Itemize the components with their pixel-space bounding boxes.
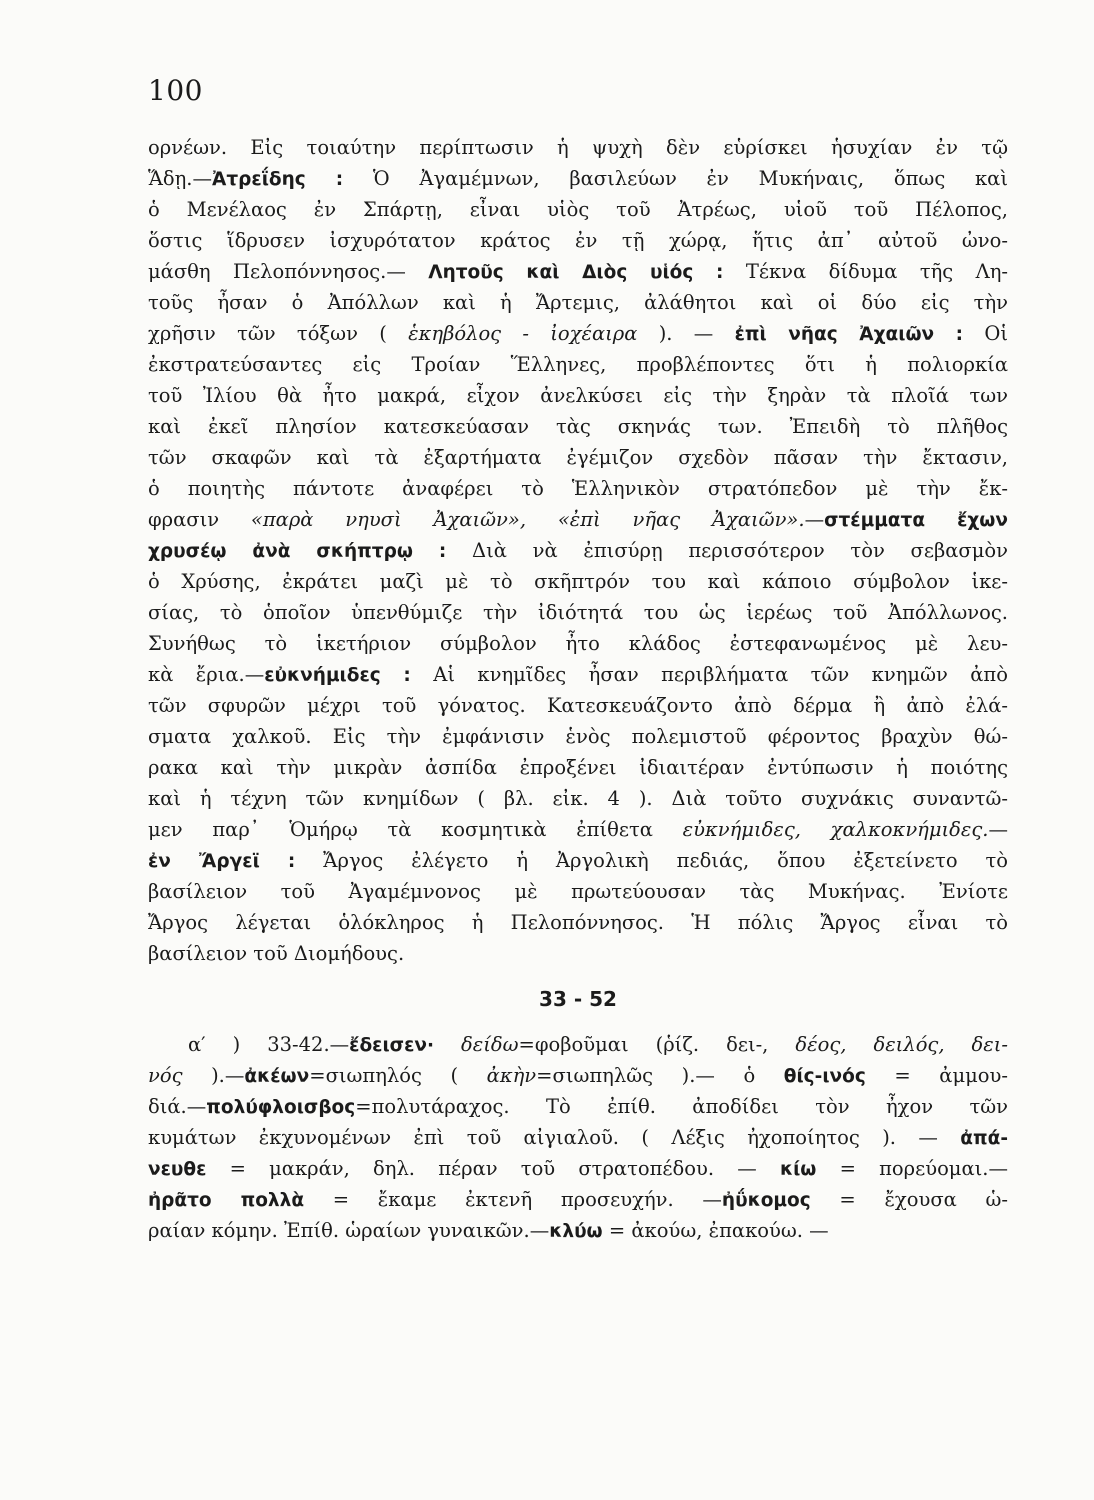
text-run: = ἔκαμε ἐκτενῆ προσευχήν. — [304, 1188, 722, 1211]
italic-text: νός [148, 1064, 183, 1087]
text-run: σίας, τὸ ὁποῖον ὑπενθύμιζε τὴν ἰδιότητά του ὡς ἱερέως τοῦ Ἀπόλλωνος. [148, 601, 1008, 624]
text-run: διά.— [148, 1095, 207, 1118]
text-run: Ἄργος ἐλέγετο ἡ Ἀργολικὴ πεδιάς, ὅπου ἐξετείνετο τὸ [295, 849, 1008, 872]
lemma-term: εὐκνήμιδες : [264, 665, 411, 686]
text-line [148, 1091, 1008, 1122]
text-line [148, 907, 1008, 938]
text-run: μάσθη Πελοπόννησος.— [148, 260, 429, 283]
text-line [148, 163, 1008, 194]
lemma-term: στέμματα ἔχων [824, 510, 1008, 531]
text-run: ἐκστρατεύσαντες εἰς Τροίαν Ἕλληνες, προβλέποντες ὅτι ἡ πολιορκία [148, 353, 1008, 376]
text-run: ὁ ποιητὴς πάντοτε ἀναφέρει τὸ Ἑλληνικὸν στρατόπεδον μὲ τὴν ἔκ- [148, 477, 1008, 500]
text-run: βασίλειον τοῦ Διομήδους. [148, 942, 405, 965]
lemma-term: ἀκέων [244, 1066, 310, 1087]
commentary-block-1 [148, 132, 1008, 969]
text-run: φρασιν [148, 508, 251, 531]
text-line [148, 690, 1008, 721]
lemma-term: ἠρᾶτο πολλὰ [148, 1190, 305, 1211]
text-line [148, 411, 1008, 442]
text-line [148, 566, 1008, 597]
commentary-block-2 [148, 1029, 1008, 1246]
text-run: ὅστις ἵδρυσεν ἰσχυρότατον κράτος ἐν τῇ χώρᾳ, ἥτις ἀπ᾽ αὐτοῦ ὠνο- [148, 229, 1008, 252]
text-run: Αἱ κνημῖδες ἦσαν περιβλήματα τῶν κνημῶν ἀπὸ [410, 663, 1008, 686]
text-line [148, 1153, 1008, 1184]
text-run: χρῆσιν τῶν τόξων ( [148, 322, 409, 345]
text-run: α′ ) 33-42.— [188, 1033, 350, 1056]
text-run: ). — [637, 322, 735, 345]
text-line [148, 1029, 1008, 1060]
text-run: τοῦς ἦσαν ὁ Ἀπόλλων καὶ ἡ Ἄρτεμις, ἀλάθητοι καὶ οἱ δύο εἰς τὴν [148, 291, 1008, 314]
text-run: Ἅδῃ.— [148, 167, 213, 190]
text-run: — [804, 508, 825, 531]
text-run: ὁ Χρύσης, ἐκράτει μαζὶ μὲ τὸ σκῆπτρόν του καὶ κάποιο σύμβολον ἱκε- [148, 570, 1008, 593]
text-run: κὰ ἔρια.— [148, 663, 265, 686]
text-line [148, 721, 1008, 752]
text-run: ραίαν κόμην. Ἐπίθ. ὡραίων γυναικῶν.— [148, 1219, 550, 1242]
text-run: =φοβοῦμαι (ῥίζ. δει-, [518, 1033, 796, 1056]
text-line [148, 1184, 1008, 1215]
page-number: 100 [148, 74, 203, 107]
text-line [148, 287, 1008, 318]
text-run: = μακράν, δηλ. πέραν τοῦ στρατοπέδου. — [206, 1157, 780, 1180]
lemma-term: χρυσέῳ ἀνὰ σκήπτρῳ : [148, 541, 447, 562]
text-line [148, 1215, 1008, 1246]
lemma-term: Ἀτρεΐδης : [212, 169, 344, 190]
italic-text: εὐκνήμιδες, χαλκοκνήμιδες. [682, 818, 989, 841]
text-run: κυμάτων ἐκχυνομένων ἐπὶ τοῦ αἰγιαλοῦ. ( Λέξις ἠχοποίητος ). — [148, 1126, 961, 1149]
text-run: βασίλειον τοῦ Ἀγαμέμνονος μὲ πρωτεύουσαν τὰς Μυκήνας. Ἐνίοτε [148, 880, 1008, 903]
text-line [148, 814, 1008, 845]
text-run: ).— [182, 1064, 245, 1087]
lemma-term: πολύφλοισβος [206, 1097, 356, 1118]
text-run: ὁ Μενέλαος ἐν Σπάρτῃ, εἶναι υἱὸς τοῦ Ἀτρέως, υἱοῦ τοῦ Πέλοπος, [148, 198, 1008, 221]
text-line [148, 783, 1008, 814]
text-line [148, 504, 1008, 535]
text-line [148, 876, 1008, 907]
text-line [148, 473, 1008, 504]
italic-text: δέος, δειλός, δει- [795, 1033, 1008, 1056]
text-run: = ἀμμου- [865, 1064, 1008, 1087]
text-run: καὶ ἐκεῖ πλησίον κατεσκεύασαν τὰς σκηνάς των. Ἐπειδὴ τὸ πλῆθος [148, 415, 1008, 438]
text-line [148, 1122, 1008, 1153]
italic-text: «παρὰ νηυσὶ Ἀχαιῶν», «ἐπὶ νῆας Ἀχαιῶν». [250, 508, 805, 531]
text-run: Οἱ [963, 322, 1008, 345]
text-run: ορνέων. Εἰς τοιαύτην περίπτωσιν ἡ ψυχὴ δὲν εὑρίσκει ἡσυχίαν ἐν τῷ [148, 136, 1008, 159]
text-run: — [988, 818, 1008, 841]
text-run: Τέκνα δίδυμα τῆς Λη- [723, 260, 1008, 283]
text-run: καὶ ἡ τέχνη τῶν κνημίδων ( βλ. εἰκ. 4 ). Διὰ τοῦτο συχνάκις συναντῶ- [148, 787, 1008, 810]
text-line [148, 380, 1008, 411]
text-run: Ὁ Ἀγαμέμνων, βασιλεύων ἐν Μυκήναις, ὅπως καὶ [343, 167, 1008, 190]
italic-text: ἀκὴν [486, 1064, 537, 1087]
text-run: =σιωπηλός ( [309, 1064, 487, 1087]
text-line [148, 132, 1008, 163]
text-run: =πολυτάραχος. Τὸ ἐπίθ. ἀποδίδει τὸν ἦχον τῶν [355, 1095, 1008, 1118]
text-line [148, 597, 1008, 628]
lemma-term: θίς-ινός [783, 1066, 866, 1087]
text-run: σματα χαλκοῦ. Εἰς τὴν ἐμφάνισιν ἑνὸς πολεμιστοῦ φέροντος βραχὺν θώ- [148, 725, 1008, 748]
italic-text: δείδω [461, 1033, 519, 1056]
text-run: ρακα καὶ τὴν μικρὰν ἀσπίδα ἐπροξένει ἰδιαιτέραν ἐντύπωσιν ἡ ποιότης [148, 756, 1008, 779]
body-text [148, 132, 1008, 1246]
lemma-term: κλύω [549, 1221, 603, 1242]
lemma-term: ἀπά- [960, 1128, 1008, 1149]
text-run: = ἔχουσα ὡ- [810, 1188, 1008, 1211]
text-run: τοῦ Ἰλίου θὰ ἦτο μακρά, εἶχον ἀνελκύσει εἰς τὴν ξηρὰν τὰ πλοῖά των [148, 384, 1008, 407]
lemma-term: ἔδεισεν· [349, 1035, 434, 1056]
text-line [148, 194, 1008, 225]
text-line [148, 318, 1008, 349]
text-run: τῶν σφυρῶν μέχρι τοῦ γόνατος. Κατεσκευάζοντο ἀπὸ δέρμα ἢ ἀπὸ ἐλά- [148, 694, 1008, 717]
text-run: =σιωπηλῶς ).— ὁ [536, 1064, 784, 1087]
text-run: Ἄργος λέγεται ὁλόκληρος ἡ Πελοπόννησος. Ἡ πόλις Ἄργος εἶναι τὸ [148, 911, 1008, 934]
text-run: Συνήθως τὸ ἱκετήριον σύμβολον ἦτο κλάδος ἐστεφανωμένος μὲ λευ- [148, 632, 1008, 655]
text-run: = ἀκούω, ἐπακούω. — [602, 1219, 829, 1242]
text-run: Διὰ νὰ ἐπισύρῃ περισσότερον τὸν σεβασμὸν [446, 539, 1008, 562]
text-line [148, 1060, 1008, 1091]
text-line [148, 659, 1008, 690]
text-line [148, 845, 1008, 876]
lemma-term: νευθε [148, 1159, 207, 1180]
lemma-term: κίω [779, 1159, 817, 1180]
section-heading: 33 - 52 [539, 987, 617, 1011]
text-run: μεν παρ᾽ Ὁμήρῳ τὰ κοσμητικὰ ἐπίθετα [148, 818, 683, 841]
italic-text: ἑκηβόλος - ἰοχέαιρα [408, 322, 638, 345]
text-line [148, 938, 1008, 969]
text-run: τῶν σκαφῶν καὶ τὰ ἐξαρτήματα ἐγέμιζον σχεδὸν πᾶσαν τὴν ἔκτασιν, [148, 446, 1008, 469]
text-line [148, 535, 1008, 566]
lemma-term: Λητοῦς καὶ Διὸς υἱός : [428, 262, 724, 283]
lemma-term: ἐν Ἄργεϊ : [148, 851, 296, 872]
text-line [148, 442, 1008, 473]
lemma-term: ἠΰκομος [721, 1190, 811, 1211]
lemma-term: ἐπὶ νῆας Ἀχαιῶν : [734, 324, 964, 345]
text-run [434, 1033, 461, 1056]
text-line [148, 628, 1008, 659]
text-line [148, 256, 1008, 287]
text-line [148, 752, 1008, 783]
text-line [148, 349, 1008, 380]
text-run: = πορεύομαι.— [816, 1157, 1008, 1180]
text-line [148, 225, 1008, 256]
